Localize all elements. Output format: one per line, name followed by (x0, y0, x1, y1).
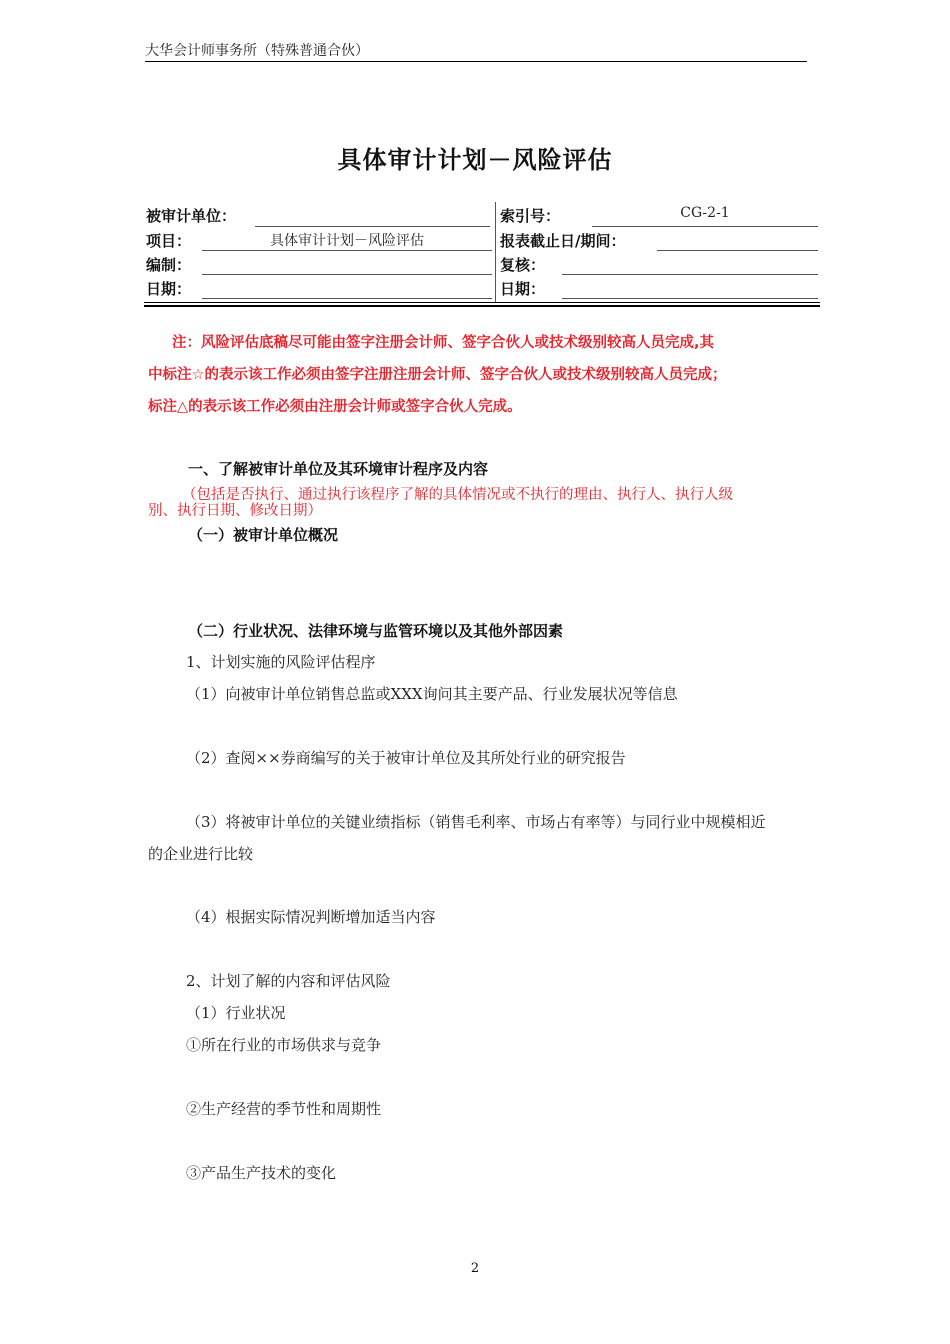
form-rule-thick (144, 305, 820, 307)
subsection-industry: （二）行业状况、法律环境与监管环境以及其他外部因素 (188, 622, 564, 640)
page-title: 具体审计计划－风险评估 (337, 146, 613, 174)
period-label: 报表截止日/期间： (500, 232, 626, 250)
content-heading: 2、计划了解的内容和评估风险 (186, 972, 391, 990)
date-label-left: 日期： (146, 280, 192, 298)
item-label: 项目： (146, 232, 192, 250)
date-underline-right (562, 298, 818, 299)
note-line-3: 标注△的表示该工作必须由注册会计师或签字合伙人完成。 (148, 399, 522, 415)
subsection-overview: （一）被审计单位概况 (188, 526, 339, 544)
page-number: 2 (470, 1261, 480, 1276)
review-underline (562, 274, 818, 275)
auditee-label: 被审计单位： (146, 207, 237, 225)
procedure-item-continued: 的企业进行比较 (148, 845, 254, 863)
header-rule (145, 61, 807, 62)
index-field[interactable]: CG-2-1 (680, 205, 730, 221)
item-underline (202, 250, 492, 251)
note-line-1: 注：风险评估底稿尽可能由签字注册会计师、签字合伙人或技术级别较高人员完成,其 (172, 335, 715, 351)
content-item: ①所在行业的市场供求与竞争 (186, 1036, 382, 1054)
instruction-line-2: 别、执行日期、修改日期） (148, 503, 322, 519)
content-item: ③产品生产技术的变化 (186, 1164, 337, 1182)
section-heading: 一、了解被审计单位及其环境审计程序及内容 (188, 460, 489, 478)
firm-name: 大华会计师事务所（特殊普通合伙） (145, 43, 369, 59)
form-rule-thin (144, 302, 820, 303)
instruction-line-1: （包括是否执行、通过执行该程序了解的具体情况或不执行的理由、执行人、执行人级 (182, 487, 733, 503)
procedure-item: （4）根据实际情况判断增加适当内容 (186, 908, 436, 926)
procedure-heading: 1、计划实施的风险评估程序 (186, 653, 376, 671)
procedure-item: （3）将被审计单位的关键业绩指标（销售毛利率、市场占有率等）与同行业中规模相近 (186, 813, 766, 831)
prepared-underline (202, 274, 492, 275)
note-line-2: 中标注☆的表示该工作必须由签字注册注册会计师、签字合伙人或技术级别较高人员完成； (148, 367, 727, 383)
date-label-right: 日期： (500, 280, 546, 298)
review-label: 复核： (500, 256, 546, 274)
period-underline (657, 250, 818, 251)
index-underline (592, 226, 818, 227)
prepared-label: 编制： (146, 256, 192, 274)
procedure-item: （1）向被审计单位销售总监或XXX询问其主要产品、行业发展状况等信息 (186, 685, 678, 703)
index-label: 索引号： (500, 207, 561, 225)
content-subheading: （1）行业状况 (186, 1004, 286, 1022)
item-field[interactable]: 具体审计计划－风险评估 (270, 233, 424, 249)
procedure-item: （2）查阅××券商编写的关于被审计单位及其所处行业的研究报告 (186, 749, 626, 767)
auditee-underline (255, 226, 490, 227)
date-underline-left (202, 298, 492, 299)
column-separator (495, 202, 496, 302)
content-item: ②生产经营的季节性和周期性 (186, 1100, 382, 1118)
